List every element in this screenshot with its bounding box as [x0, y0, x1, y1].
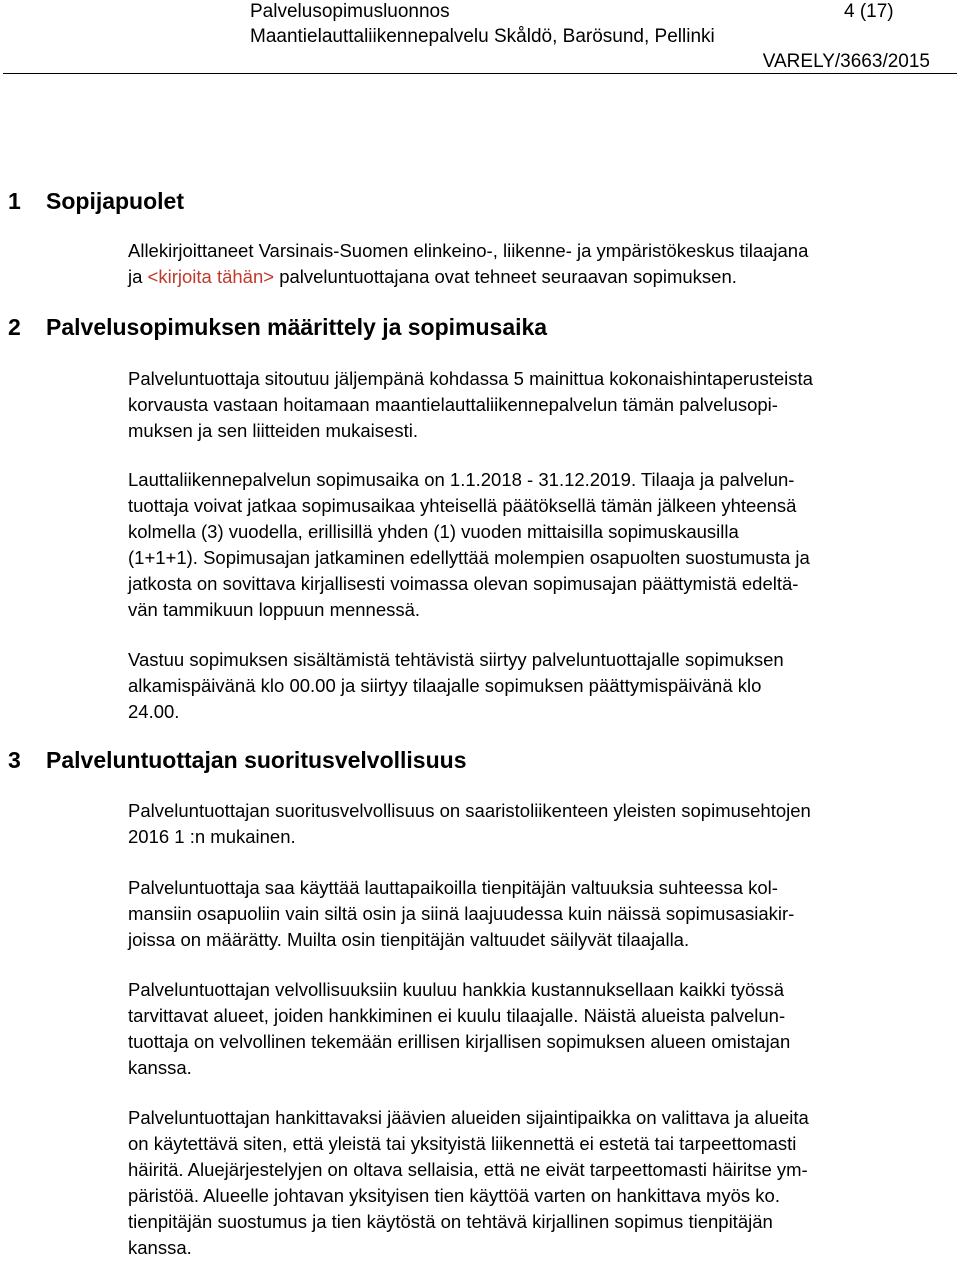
text-line: joissa on määrätty. Muilta osin tienpitäjän valtuudet säilyvät tilaajalla. — [128, 929, 690, 950]
section-2-paragraph-1 — [128, 366, 950, 444]
section-1-paragraph — [128, 238, 950, 290]
text-line: tuottaja on velvollinen tekemään erillisen kirjallisen sopimuksen alueen omistajan — [128, 1031, 791, 1052]
text-line: Vastuu sopimuksen sisältämistä tehtävistä siirtyy palveluntuottajalle sopimuksen — [128, 649, 784, 670]
text-line — [128, 264, 950, 290]
text-line: (1+1+1). Sopimusajan jatkaminen edellyttää molempien osapuolten suostumusta ja — [128, 547, 810, 568]
section-title: Palvelusopimuksen määrittely ja sopimusaika — [46, 314, 548, 340]
text-line: häiritä. Aluejärjestelyjen on oltava sellaisia, että ne eivät tarpeettomasti häiritse ym- — [128, 1159, 808, 1180]
text-line: tienpitäjän suostumus ja tien käytöstä on tehtävä kirjallinen sopimus tienpitäjän — [128, 1211, 773, 1232]
text-line: Palveluntuottajan suoritusvelvollisuus on saaristoliikenteen yleisten sopimusehtojen — [128, 800, 811, 821]
document-type: Palvelusopimusluonnos — [250, 1, 450, 22]
text-line: Lauttaliikennepalvelun sopimusaika on 1.1.2018 - 31.12.2019. Tilaaja ja palvelun- — [128, 469, 795, 490]
section-number: 2 — [8, 314, 21, 340]
section-3-paragraph-3 — [128, 977, 950, 1081]
reference-number: VARELY/3663/2015 — [762, 51, 930, 72]
text-line: tuottaja voivat jatkaa sopimusaikaa yhteisellä päätöksellä tämän jälkeen yhteensä — [128, 495, 797, 516]
section-2-paragraph-3 — [128, 647, 950, 725]
party-placeholder: <kirjoita tähän> — [147, 266, 275, 287]
section-2-heading — [8, 313, 547, 341]
section-1-heading — [8, 187, 184, 215]
text-fragment: palveluntuottajana ovat tehneet seuraavan sopimuksen. — [274, 266, 737, 287]
text-line: Palveluntuottaja saa käyttää lauttapaikoilla tienpitäjän valtuuksia suhteessa kol- — [128, 877, 778, 898]
text-line: Palveluntuottaja sitoutuu jäljempänä kohdassa 5 mainittua kokonaishintaperusteista — [128, 368, 813, 389]
header-divider — [3, 73, 957, 74]
text-line: alkamispäivänä klo 00.00 ja siirtyy tilaajalle sopimuksen päättymispäivänä klo — [128, 675, 762, 696]
section-title: Sopijapuolet — [46, 188, 184, 214]
text-line: vän tammikuun loppuun mennessä. — [128, 599, 421, 620]
section-title: Palveluntuottajan suoritusvelvollisuus — [46, 747, 467, 773]
text-line: Palveluntuottajan hankittavaksi jäävien alueiden sijaintipaikka on valittava ja alueita — [128, 1107, 809, 1128]
text-line: korvausta vastaan hoitamaan maantielauttaliikennepalvelun tämän palvelusopi- — [128, 394, 778, 415]
text-line: kolmella (3) vuodella, erillisillä yhden (1) vuoden mittaisilla sopimuskausilla — [128, 521, 739, 542]
text-line: muksen ja sen liitteiden mukaisesti. — [128, 420, 418, 441]
text-line: 24.00. — [128, 701, 180, 722]
section-number: 1 — [8, 188, 21, 214]
text-line: jatkosta on sovittava kirjallisesti voimassa olevan sopimusajan päättymistä edeltä- — [128, 573, 799, 594]
section-3-paragraph-2 — [128, 875, 950, 953]
section-2-paragraph-2 — [128, 467, 950, 623]
text-line: tarvittavat alueet, joiden hankkiminen ei kuulu tilaajalle. Näistä alueista palvelun- — [128, 1005, 786, 1026]
text-line: kanssa. — [128, 1057, 192, 1078]
text-line: on käytettävä siten, että yleistä tai yksityistä liikennettä ei estetä tai tarpeettomasti — [128, 1133, 797, 1154]
service-name: Maantielauttaliikennepalvelu Skåldö, Barösund, Pellinki — [250, 26, 715, 47]
text-line: kanssa. — [128, 1237, 192, 1258]
section-3-heading — [8, 746, 466, 774]
text-line: Allekirjoittaneet Varsinais-Suomen elinkeino-, liikenne- ja ympäristökeskus tilaajana — [128, 240, 809, 261]
text-line: Palveluntuottajan velvollisuuksiin kuuluu hankkia kustannuksellaan kaikki työssä — [128, 979, 785, 1000]
text-line: päristöä. Alueelle johtavan yksityisen tien käyttöä varten on hankittava myös ko. — [128, 1185, 780, 1206]
section-number: 3 — [8, 747, 21, 773]
text-line: 2016 1 :n mukainen. — [128, 826, 296, 847]
page-number: 4 (17) — [844, 1, 894, 22]
text-fragment: ja — [128, 266, 148, 287]
section-3-paragraph-4 — [128, 1105, 950, 1261]
text-line: mansiin osapuoliin vain siltä osin ja siinä laajuudessa kuin näissä sopimusasiakir- — [128, 903, 795, 924]
section-3-paragraph-1 — [128, 798, 950, 850]
